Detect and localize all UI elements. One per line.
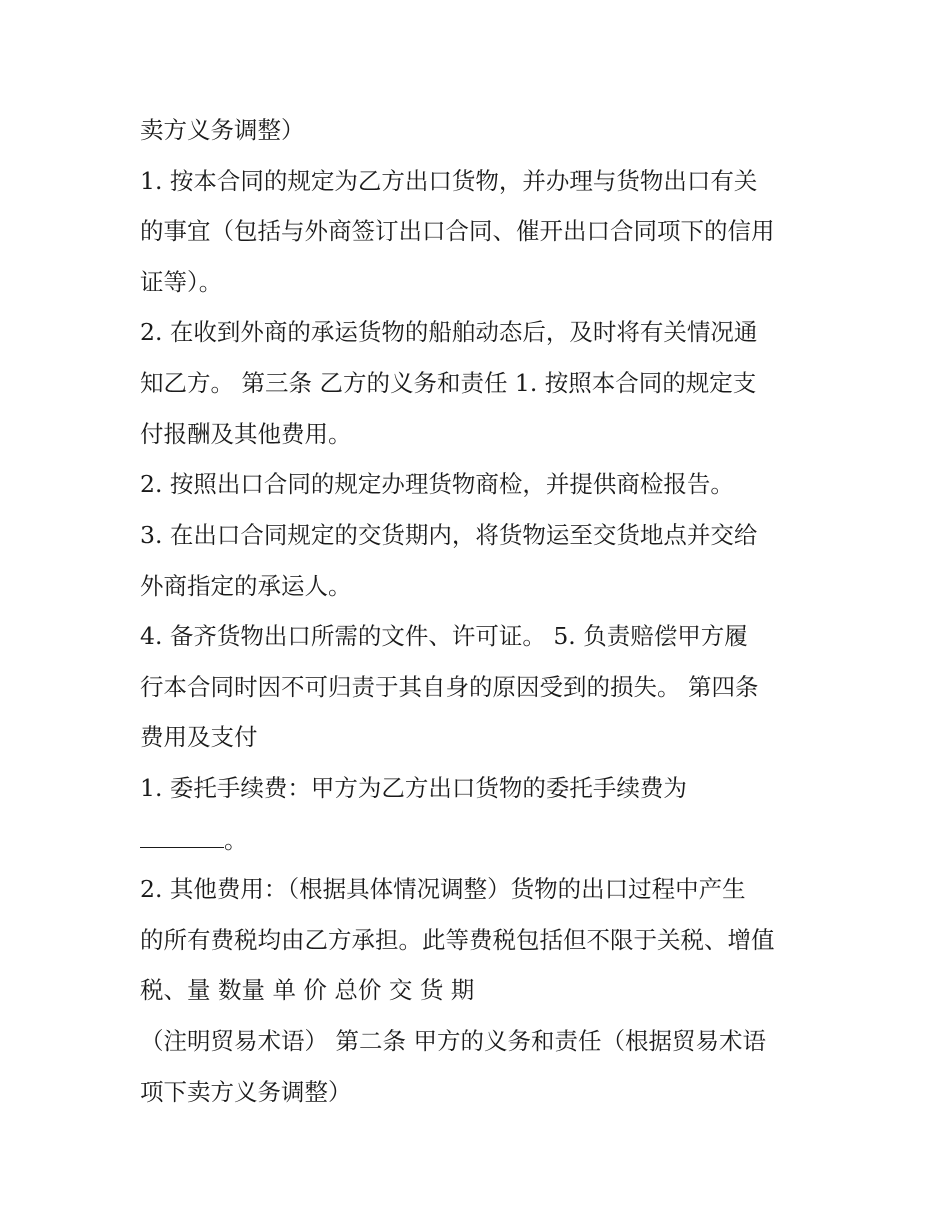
text-line: 外商指定的承运人。 — [140, 572, 352, 600]
text-line: 2. 在收到外商的承运货物的船舶动态后，及时将有关情况通 — [140, 318, 758, 346]
text-line: 的事宜（包括与外商签订出口合同、催开出口合同项下的信用 — [140, 217, 775, 245]
fill-in-blank — [140, 827, 224, 848]
text-line: 行本合同时因不可归责于其自身的原因受到的损失。 第四条 — [140, 673, 759, 701]
text-line: 项下卖方义务调整） — [140, 1078, 352, 1106]
text-line: 1. 按本合同的规定为乙方出口货物，并办理与货物出口有关 — [140, 167, 758, 195]
text-line: 2. 按照出口合同的规定办理货物商检，并提供商检报告。 — [140, 470, 734, 498]
text-line: 的所有费税均由乙方承担。此等费税包括但不限于关税、增值 — [140, 926, 775, 954]
text-line: 1. 委托手续费：甲方为乙方出口货物的委托手续费为 — [140, 774, 687, 802]
text-line: 税、量 数量 单 价 总价 交 货 期 — [140, 976, 475, 1004]
text-line: 付报酬及其他费用。 — [140, 420, 352, 448]
text-line: 3. 在出口合同规定的交货期内，将货物运至交货地点并交给 — [140, 521, 758, 549]
blank-fill-line — [140, 825, 840, 855]
text-line: 2. 其他费用：（根据具体情况调整）货物的出口过程中产生 — [140, 875, 746, 903]
text-line: 知乙方。 第三条 乙方的义务和责任 1. 按照本合同的规定支 — [140, 369, 757, 397]
text-line: 费用及支付 — [140, 723, 258, 751]
text-line: 证等）。 — [140, 268, 223, 296]
text-line: 。 — [224, 826, 248, 854]
text-line: （注明贸易术语） 第二条 甲方的义务和责任（根据贸易术语 — [140, 1027, 766, 1055]
text-line: 卖方义务调整） — [140, 116, 305, 144]
text-line: 4. 备齐货物出口所需的文件、许可证。 5. 负责赔偿甲方履 — [140, 622, 748, 650]
